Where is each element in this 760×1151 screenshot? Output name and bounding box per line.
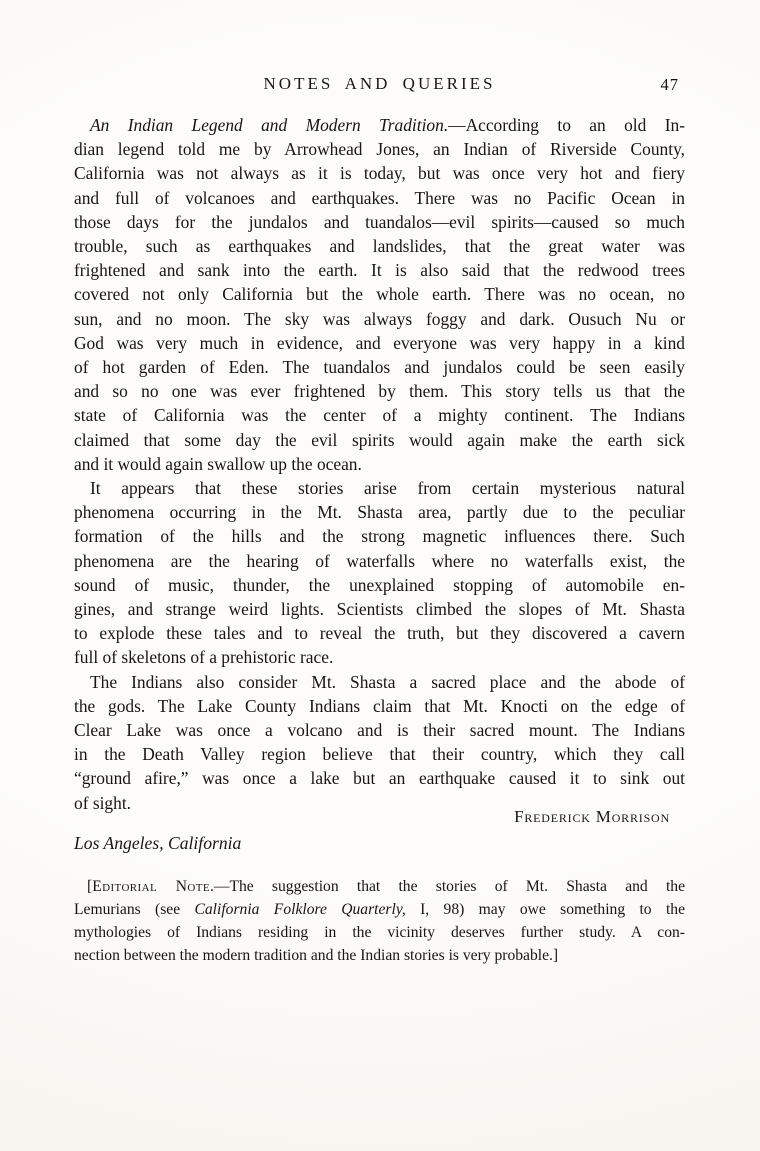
text-line bbox=[74, 403, 685, 427]
text-line bbox=[74, 921, 685, 944]
text-line bbox=[74, 742, 685, 766]
text-segment: formation of the hills and the strong magnetic influences there. Such bbox=[74, 526, 685, 547]
text-line bbox=[74, 875, 685, 898]
text-segment: nection between the modern tradition and the Indian stories is very probable.] bbox=[74, 946, 559, 964]
text-segment: and full of volcanoes and earthquakes. There was no Pacific Ocean in bbox=[74, 187, 685, 208]
text-line bbox=[74, 258, 685, 282]
text-line bbox=[74, 670, 685, 694]
page-header bbox=[74, 74, 685, 98]
text-line bbox=[74, 137, 685, 161]
text-line bbox=[74, 718, 685, 742]
text-segment: Lemurians (see bbox=[74, 900, 195, 918]
text-segment: The Indians also consider Mt. Shasta a sacred place and the abode of bbox=[90, 671, 685, 692]
text-line bbox=[74, 573, 685, 597]
text-segment: —According to an old In- bbox=[448, 115, 686, 135]
text-line bbox=[74, 621, 685, 645]
text-segment: phenomena occurring in the Mt. Shasta area, partly due to the peculiar bbox=[74, 502, 685, 523]
text-line bbox=[74, 355, 685, 379]
text-segment: “ground afire,” was once a lake but an earthquake caused it to sink out bbox=[74, 768, 685, 789]
text-segment: An Indian Legend and Modern Tradition. bbox=[90, 115, 449, 135]
text-line bbox=[74, 234, 685, 258]
text-line bbox=[74, 944, 685, 967]
text-line bbox=[74, 282, 685, 306]
text-line bbox=[74, 898, 685, 921]
text-segment: Editorial Note bbox=[92, 877, 210, 895]
text-line bbox=[74, 452, 685, 476]
article-paragraph-1 bbox=[74, 113, 685, 476]
text-segment: of sight. bbox=[74, 792, 132, 813]
text-segment: claimed that some day the evil spirits would again make the earth sick bbox=[74, 429, 685, 450]
text-segment: and so no one was ever frightened by them. This story tells us that the bbox=[74, 381, 685, 402]
text-segment: and it would again swallow up the ocean. bbox=[74, 453, 362, 474]
text-line bbox=[74, 500, 685, 524]
text-segment: state of California was the center of a mighty continent. The Indians bbox=[74, 405, 685, 426]
editorial-note bbox=[74, 875, 685, 967]
text-segment: covered not only California but the whole earth. There was no ocean, no bbox=[74, 284, 685, 305]
author-location: Los Angeles, California bbox=[74, 832, 242, 853]
text-line bbox=[74, 307, 685, 331]
text-line bbox=[74, 428, 685, 452]
article-paragraph-2 bbox=[74, 476, 685, 670]
text-segment: those days for the jundalos and tuandalos—evil spirits—caused so much bbox=[74, 211, 685, 232]
text-segment: full of skeletons of a prehistoric race. bbox=[74, 647, 334, 668]
text-line bbox=[74, 113, 685, 137]
text-segment: trouble, such as earthquakes and landslides, that the great water was bbox=[74, 236, 685, 257]
text-segment: gines, and strange weird lights. Scientists climbed the slopes of Mt. Shasta bbox=[74, 599, 685, 620]
text-segment: I, 98) may owe something to the bbox=[405, 900, 685, 918]
text-segment: mythologies of Indians residing in the vicinity deserves further study. A con- bbox=[74, 923, 685, 941]
page-number: 47 bbox=[660, 75, 679, 94]
text-line bbox=[74, 210, 685, 234]
text-segment: frightened and sank into the earth. It is also said that the redwood trees bbox=[74, 260, 685, 281]
text-segment: phenomena are the hearing of waterfalls where no waterfalls exist, the bbox=[74, 550, 685, 571]
text-segment: the gods. The Lake County Indians claim that Mt. Knocti on the edge of bbox=[74, 695, 685, 716]
text-line bbox=[74, 379, 685, 403]
text-segment: California was not always as it is today, but was once very hot and fiery bbox=[74, 163, 685, 184]
text-segment: [ bbox=[87, 877, 93, 895]
text-line bbox=[74, 645, 685, 669]
text-segment: It appears that these stories arise from certain mysterious natural bbox=[90, 478, 685, 499]
text-segment: .—The suggestion that the stories of Mt. Shasta and the bbox=[209, 877, 686, 895]
article-paragraph-3 bbox=[74, 670, 685, 815]
text-line bbox=[74, 694, 685, 718]
text-segment: sun, and no moon. The sky was always foggy and dark. Ousuch Nu or bbox=[74, 308, 685, 329]
text-line bbox=[74, 476, 685, 500]
text-segment: sound of music, thunder, the unexplained stopping of automobile en- bbox=[74, 574, 685, 595]
text-line bbox=[74, 597, 685, 621]
text-line bbox=[74, 331, 685, 355]
text-segment: Clear Lake was once a volcano and is their sacred mount. The Indians bbox=[74, 720, 685, 741]
text-line bbox=[74, 524, 685, 548]
text-segment: California Folklore Quarterly, bbox=[194, 900, 406, 918]
running-head: NOTES AND QUERIES bbox=[263, 74, 496, 93]
text-segment: God was very much in evidence, and everyone was very happy in a kind bbox=[74, 332, 685, 353]
text-line bbox=[74, 766, 685, 790]
text-line bbox=[74, 186, 685, 210]
text-line bbox=[74, 549, 685, 573]
article-body bbox=[74, 113, 685, 815]
text-line bbox=[74, 161, 685, 185]
text-segment: to explode these tales and to reveal the truth, but they discovered a cavern bbox=[74, 623, 685, 644]
text-segment: dian legend told me by Arrowhead Jones, an Indian of Riverside County, bbox=[74, 139, 685, 160]
text-segment: in the Death Valley region believe that their country, which they call bbox=[74, 744, 685, 765]
text-segment: of hot garden of Eden. The tuandalos and jundalos could be seen easily bbox=[74, 357, 685, 378]
author-signature: Frederick Morrison bbox=[514, 806, 670, 826]
